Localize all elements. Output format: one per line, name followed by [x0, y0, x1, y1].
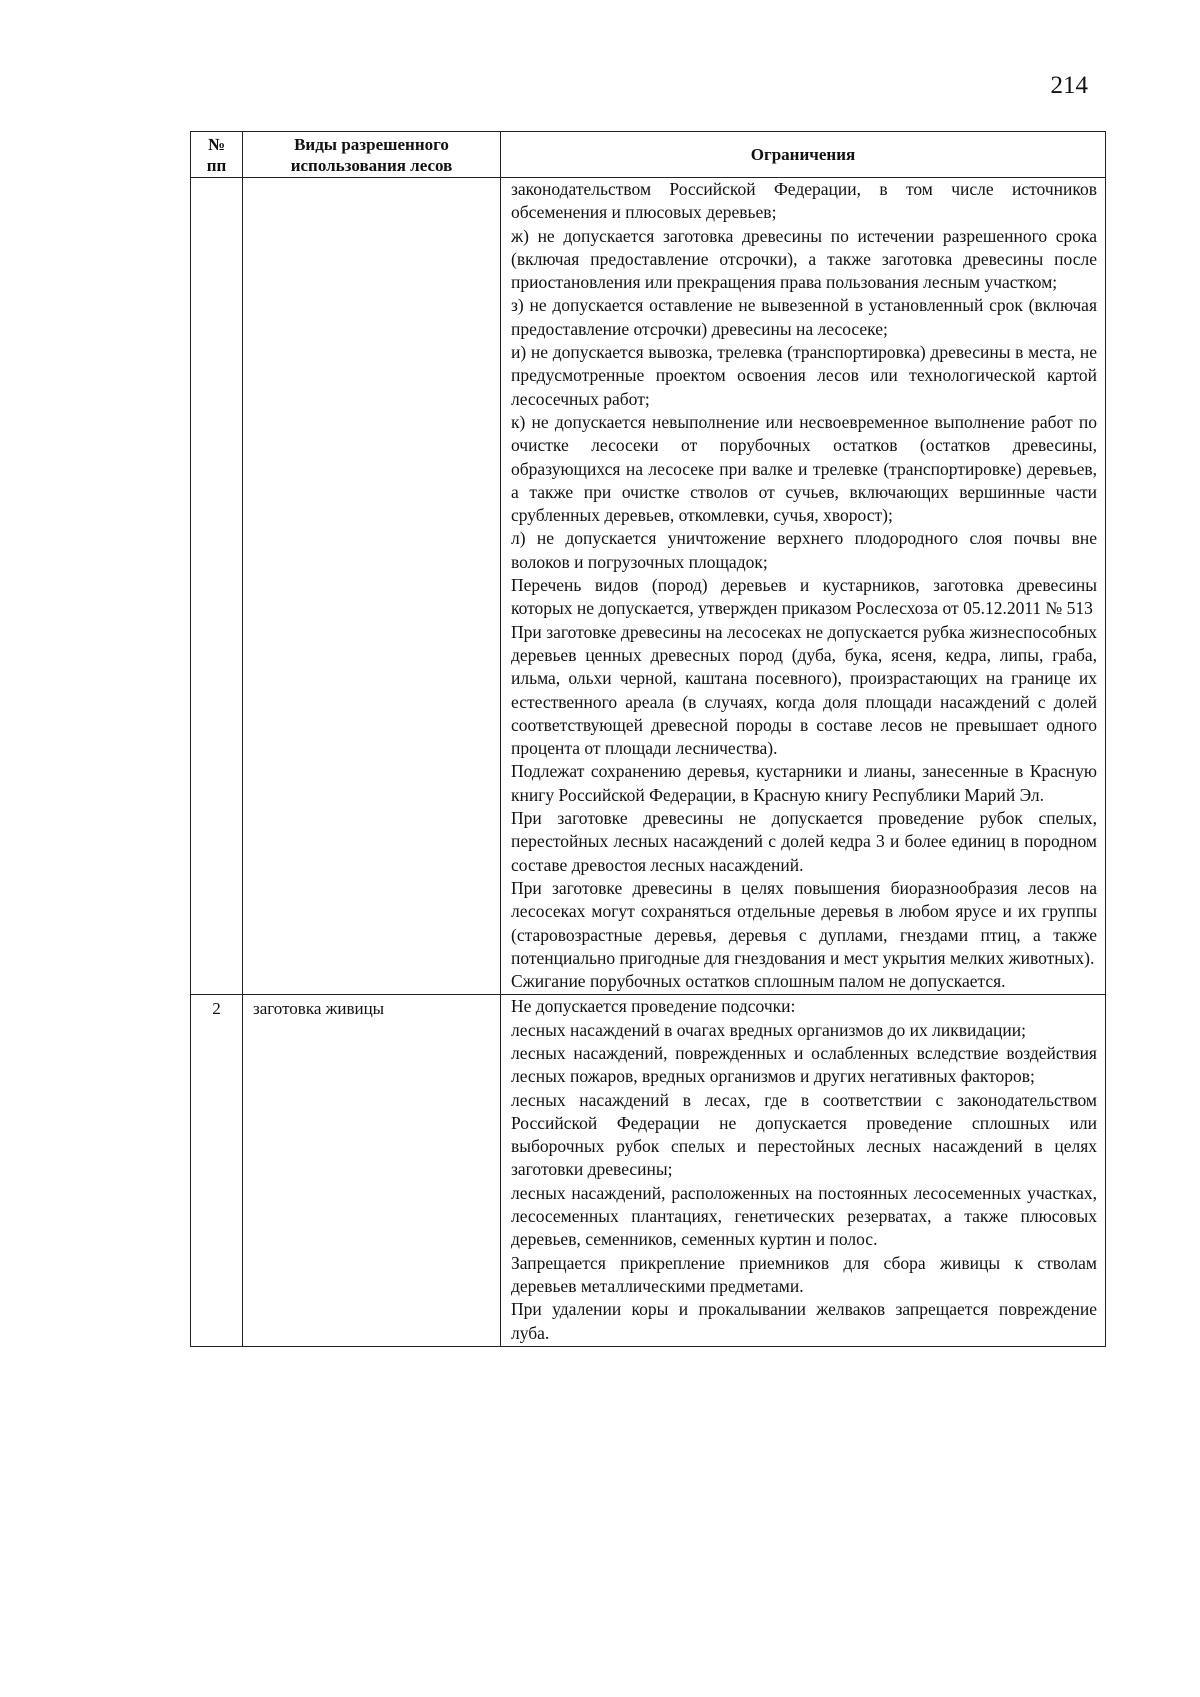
header-use-type-label: Виды разрешенного использования лесов: [290, 134, 453, 175]
header-restrictions: [501, 132, 1106, 178]
restriction-paragraph: При удалении коры и прокалывании желваков запрещается повреждение луба.: [511, 1299, 1097, 1343]
page-number: 214: [1050, 72, 1088, 99]
restriction-paragraph: Сжигание порубочных остатков сплошным палом не допускается.: [511, 971, 1006, 992]
row-use-type-cell: заготовка живицы: [243, 995, 501, 1346]
header-use-type: [243, 132, 501, 178]
restriction-paragraph: При заготовке древесины в целях повышения биоразнообразия лесов на лесосеках могут сохраняться отдельные деревья в любом ярусе и их группы (старовозрастные деревья, деревья с дуплами, гнездами птиц, а также потенциально пригодные для гнездования и мест укрытия мелких животных).: [511, 877, 1097, 968]
restriction-paragraph: лесных насаждений в лесах, где в соответствии с законодательством Российской Федерации не допускается проведение сплошных или выборочных рубок спелых и перестойных лесных насаждений в целях заготовки древесины;: [511, 1089, 1097, 1180]
restriction-paragraph: Перечень видов (пород) деревьев и кустарников, заготовка древесины которых не допускается, утвержден приказом Рослесхоза от 05.12.2011 № 513: [511, 575, 1097, 619]
restriction-paragraph: з) не допускается оставление не вывезенной в установленный срок (включая предоставление отсрочки) древесины на лесосеке;: [511, 295, 1097, 339]
restriction-paragraph: к) не допускается невыполнение или несвоевременное выполнение работ по очистке лесосеки от порубочных остатков (остатков древесины, образующихся на лесосеке при валке и трелевке (транспортировке) деревьев, а также при очистке стволов от сучьев, включающих вершинные части срубленных деревьев, откомлевки, сучья, хворост);: [511, 411, 1097, 526]
table-header-row: [191, 132, 1106, 178]
header-number: [191, 132, 243, 178]
restrictions-table: [190, 131, 1106, 1347]
restriction-paragraph: лесных насаждений, поврежденных и ослабленных вследствие воздействия лесных пожаров, вредных организмов и других негативных факторов;: [511, 1042, 1097, 1087]
restriction-paragraph: При заготовке древесины на лесосеках не допускается рубка жизнеспособных деревьев ценных древесных пород (дуба, бука, ясеня, кедра, липы, граба, ильма, ольхи черной, каштана посевного), произрастающих на границе их естественного ареала (в случаях, когда доля площади насаждений с долей соответствующей древесной породы в составе лесов не превышает одного процента от площади лесничества).: [511, 621, 1097, 759]
restriction-paragraph: лесных насаждений, расположенных на постоянных лесосеменных участках, лесосеменных плантациях, генетических резерватах, а также плюсовых деревьев, семенников, семенных куртин и полос.: [511, 1182, 1097, 1250]
restriction-paragraph: При заготовке древесины не допускается проведение рубок спелых, перестойных лесных насаждений с долей кедра 3 и более единиц в породном составе древостоя лесных насаждений.: [511, 808, 1097, 875]
header-restrictions-label: Ограничения: [750, 145, 856, 164]
row-number-cell: [191, 178, 243, 995]
restriction-paragraph: л) не допускается уничтожение верхнего плодородного слоя почвы вне волоков и погрузочных площадок;: [511, 528, 1097, 572]
restriction-paragraph: законодательством Российской Федерации, в том числе источников обсеменения и плюсовых деревьев;: [511, 179, 1097, 223]
row-use-type-cell: [243, 178, 501, 995]
table-row: [191, 995, 1106, 1346]
restriction-paragraph: Не допускается проведение подсочки:: [511, 996, 796, 1017]
header-number-label: № пп: [206, 134, 227, 175]
restriction-paragraph: лесных насаждений в очагах вредных организмов до их ликвидации;: [511, 1019, 1027, 1040]
restriction-paragraph: Подлежат сохранению деревья, кустарники и лианы, занесенные в Красную книгу Российской Федерации, в Красную книгу Республики Марий Эл.: [511, 761, 1097, 805]
restriction-paragraph: Запрещается прикрепление приемников для сбора живицы к стволам деревьев металлическими предметами.: [511, 1252, 1097, 1296]
restriction-paragraph: ж) не допускается заготовка древесины по истечении разрешенного срока (включая предоставление отсрочки), а также заготовка древесины после приостановления или прекращения права пользования лесным участком;: [511, 225, 1097, 293]
row-restrictions-cell: [501, 178, 1106, 995]
table-row: [191, 178, 1106, 995]
row-restrictions-cell: [501, 995, 1106, 1346]
restriction-paragraph: и) не допускается вывозка, трелевка (транспортировка) древесины в места, не предусмотренные проектом освоения лесов или технологической картой лесосечных работ;: [511, 342, 1097, 409]
row-number-cell: 2: [191, 995, 243, 1346]
